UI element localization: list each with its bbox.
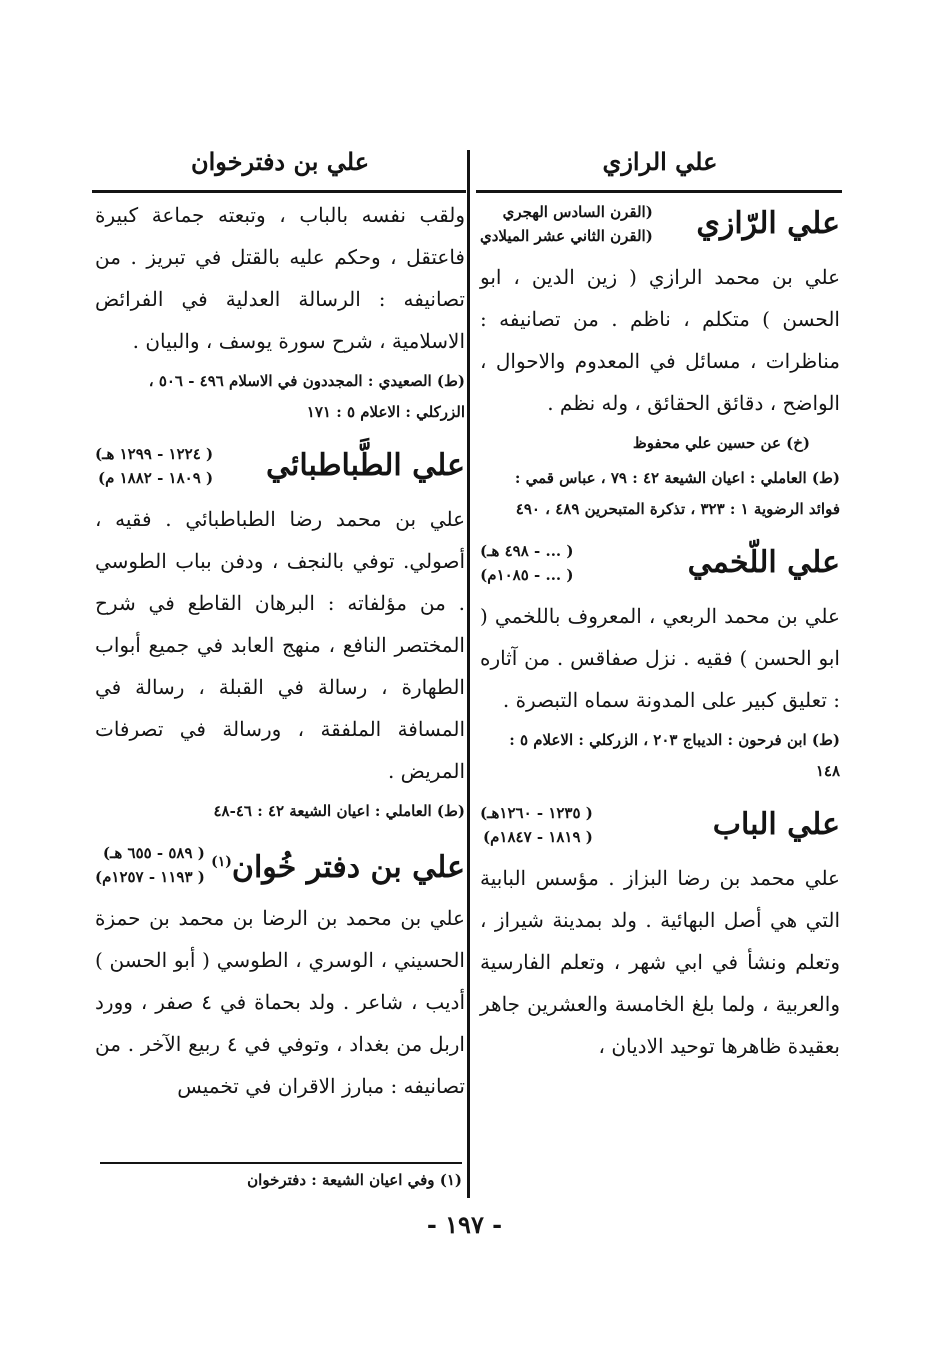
printed-reference: (ط) ابن فرحون : الديباج ٢٠٣ ، الزركلي : الاعلام ٥ : ١٤٨ (509, 731, 840, 780)
entry-body: علي بن محمد الربعي ، المعروف باللخمي ( ابو الحسن ) فقيه . نزل صفاقس . من آثاره : تعليق كبير على المدونة سماه التبصرة . (480, 604, 840, 712)
entry-dates (480, 539, 573, 587)
entry-body: ولقب نفسه بالباب ، وتبعته جماعة كبيرة فاعتقل ، وحكم عليه بالقتل في تبريز . من تصانيفه : الرسالة العدلية في الفرائض الاسلامية ، شرح سورة يوسف ، والبيان . (95, 203, 465, 353)
entry-name: علي الرّازي (696, 206, 840, 241)
entry-head-tabatabai (95, 442, 465, 490)
entry-dates (480, 200, 653, 248)
footnote-rule (100, 1162, 462, 1164)
entry-bab-continued (95, 194, 465, 428)
date-gregorian: ( ... - ١٠٨٥م) (480, 566, 574, 584)
date-gregorian: ( ١٨١٩ - ١٨٤٧م) (483, 828, 593, 846)
entry-dates (480, 801, 593, 849)
date-hijri: ( ٥٨٩ - ٦٥٥ هـ) (102, 844, 205, 862)
left-column (95, 138, 465, 1107)
left-running-head: علي بن دفترخوان (190, 147, 370, 176)
entry-lakhmi (480, 539, 840, 787)
entry-body: علي بن محمد الرازي ( زين الدين ، ابو الحسن ) متكلم ، ناظم . من تصانيفه : مناظرات ، مسائل في المعدوم والاحوال ، الواضح ، دقائق الحقائق ، وله نظم . (480, 265, 840, 415)
entry-name: علي اللّخمي (687, 545, 840, 580)
entry-body: علي بن محمد رضا الطباطبائي . فقيه ، أصولي. توفي بالنجف ، ودفن بباب الطوسي . من مؤلفاته : البرهان القاطع في شرح المختصر النافع ، منهج العابد في جميع أبواب الطهارة ، رسالة في القبلة ، رسالة في المسافة الملفقة ، ورسالة في تصرفات المريض . (95, 507, 465, 783)
entry-dates (95, 841, 205, 889)
entry-body: علي بن محمد بن الرضا بن محمد بن حمزة الحسيني ، الوسري ، الطوسي ( أبو الحسن ) أديب ، شاعر . ولد بحماة في ٤ صفر ، وورد اربل من بغداد ، وتوفي في ٤ ربيع الآخر . من تصانيفه : مبارز الاقران في تخميس (95, 906, 465, 1098)
footnote: (١) وفي اعيان الشيعة : دفترخوان (247, 1171, 462, 1189)
date-hijri: ( ١٢٣٥ - ١٢٦٠هـ) (480, 804, 593, 822)
entry-razi (480, 200, 840, 525)
manuscript-reference: (خ) عن حسين علي محفوظ (632, 434, 810, 452)
entry-bab (480, 801, 840, 1067)
entry-name (211, 842, 465, 888)
column-divider (467, 150, 470, 1198)
entry-dates (95, 442, 213, 490)
entry-head-lakhmi (480, 539, 840, 587)
entry-head-daftarkhwan (95, 841, 465, 889)
header-rule-right (476, 190, 842, 193)
right-column (480, 138, 840, 1067)
printed-reference: (ط) الصعيدي : المجددون في الاسلام ٤٩٦ - ٥٠٦ ، الزركلي : الاعلام ٥ : ١٧١ (148, 372, 465, 421)
page-number: - ١٩٧ - (426, 1210, 503, 1239)
printed-reference: (ط) العاملي : اعيان الشيعة ٤٢ : ٧٩ ، عباس قمي : فوائد الرضوية ١ : ٣٢٣ ، تذكرة المتبحرين ٤٨٩ ، ٤٩٠ (514, 469, 840, 518)
entry-daftarkhwan (95, 841, 465, 1107)
entry-body: علي محمد بن رضا البزاز . مؤسس البابية التي هي أصل البهائية . ولد بمدينة شيراز ، وتعلم ونشأ في ابي شهر ، وتعلم الفارسية والعربية ، ولما بلغ الخامسة والعشرين جاهر بعقيدة ظاهرها توحيد الاديان ، (480, 866, 840, 1058)
printed-reference: (ط) العاملي : اعيان الشيعة ٤٢ : ٤٦-٤٨ (213, 802, 465, 820)
entry-name: علي الباب (712, 807, 840, 842)
date-gregorian: ( ١٨٠٩ - ١٨٨٢ م) (98, 469, 214, 487)
date-gregorian: (القرن الثاني عشر الميلادي (480, 227, 653, 245)
date-hijri: ( ... - ٤٩٨ هـ) (480, 542, 574, 560)
entry-name-text: علي بن دفتر خُوان (231, 850, 465, 885)
entry-name: علي الطَّباطبائي (266, 448, 465, 483)
footnote-marker: (١) (211, 854, 232, 870)
date-gregorian: ( ١١٩٣ - ١٢٥٧م) (95, 868, 205, 886)
entry-head-bab (480, 801, 840, 849)
right-running-head: علي الرازي (602, 147, 718, 176)
date-hijri: ( ١٢٢٤ - ١٢٩٩ هـ) (95, 445, 214, 463)
entry-head-razi (480, 200, 840, 248)
date-hijri: (القرن السادس الهجري (502, 203, 653, 221)
entry-tabatabai (95, 442, 465, 827)
